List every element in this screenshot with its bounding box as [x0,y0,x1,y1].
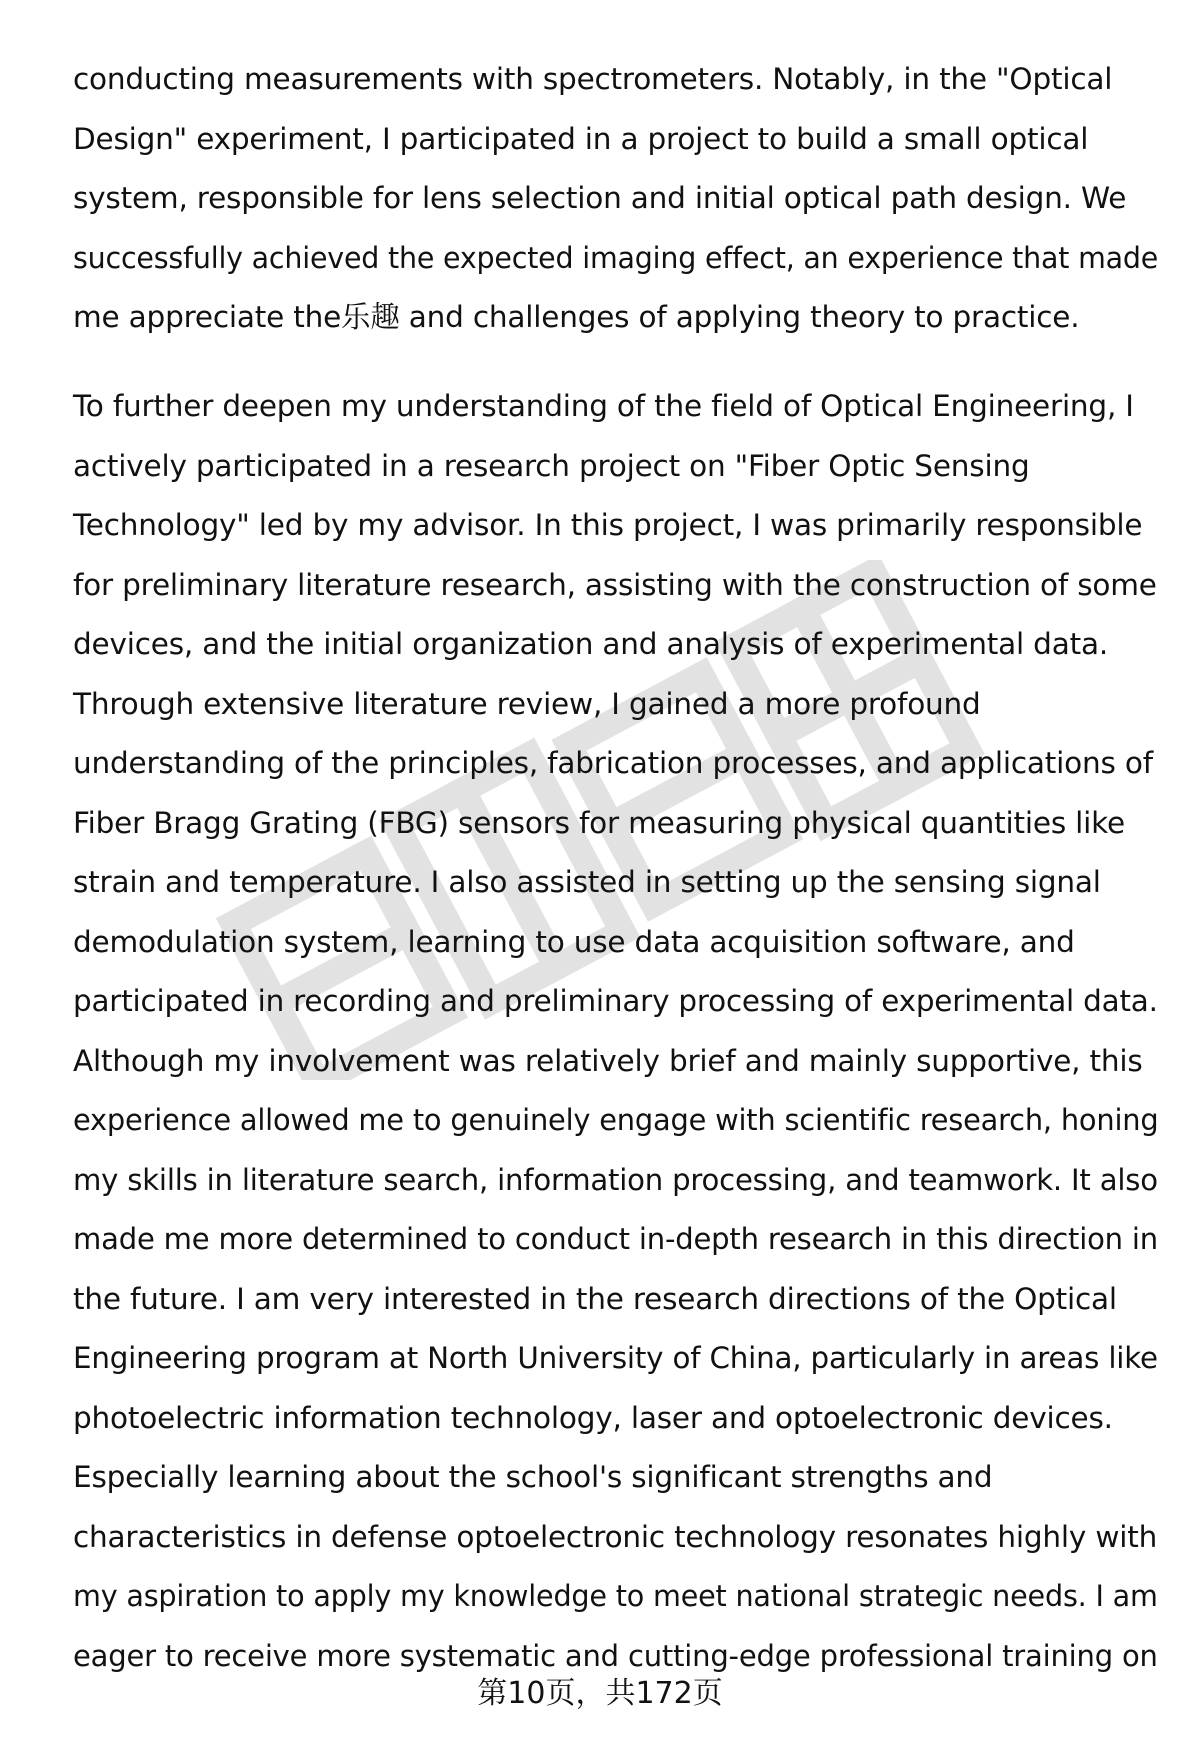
paragraph-line: experience allowed me to genuinely engage with scientific research, honing [73,1103,1159,1137]
paragraph-line: Engineering program at North University of China, particularly in areas like [73,1341,1158,1375]
paragraph-line: understanding of the principles, fabrication processes, and applications of [73,746,1153,780]
page-number-footer: 第10页，共172页 [477,1676,723,1711]
paragraph-line: participated in recording and preliminary processing of experimental data. [73,984,1158,1018]
paragraph-line: my aspiration to apply my knowledge to meet national strategic needs. I am [73,1579,1158,1613]
paragraph-line: actively participated in a research project on "Fiber Optic Sensing [73,448,1030,483]
paragraph-line: successfully achieved the expected imaging effect, an experience that made [73,240,1159,275]
paragraph-line: To further deepen my understanding of the field of Optical Engineering, I [73,389,1134,423]
paragraph-line: the future. I am very interested in the research directions of the Optical [73,1281,1117,1316]
paragraph-line: eager to receive more systematic and cutting-edge professional training on [73,1638,1158,1673]
paragraph-line: made me more determined to conduct in-depth research in this direction in [73,1222,1158,1256]
paragraph-line: for preliminary literature research, assisting with the construction of some [73,567,1157,602]
paragraph-line: photoelectric information technology, laser and optoelectronic devices. [73,1400,1113,1435]
paragraph-1 [73,50,1159,348]
paragraph-line: Although my involvement was relatively brief and mainly supportive, this [73,1043,1143,1078]
paragraph-line: me appreciate the乐趣 and challenges of applying theory to practice. [73,300,1080,334]
paragraph-line: devices, and the initial organization and analysis of experimental data. [73,627,1109,661]
paragraph-line: my skills in literature search, information processing, and teamwork. It also [73,1162,1158,1197]
paragraph-2 [73,377,1159,1686]
paragraph-line: demodulation system, learning to use data acquisition software, and [73,924,1075,959]
paragraph-line: Design" experiment, I participated in a project to build a small optical [73,121,1089,156]
paragraph-line: Through extensive literature review, I gained a more profound [73,686,981,721]
paragraph-line: strain and temperature. I also assisted in setting up the sensing signal [73,865,1101,899]
paragraph-line: Fiber Bragg Grating (FBG) sensors for measuring physical quantities like [73,805,1125,840]
paragraph-line: conducting measurements with spectrometers. Notably, in the "Optical [73,62,1113,96]
paragraph-line: characteristics in defense optoelectronic technology resonates highly with [73,1519,1158,1554]
paragraph-line: system, responsible for lens selection and initial optical path design. We [73,181,1127,215]
paragraph-line: Technology" led by my advisor. In this project, I was primarily responsible [73,508,1143,542]
paragraph-line: Especially learning about the school's significant strengths and [73,1460,993,1494]
